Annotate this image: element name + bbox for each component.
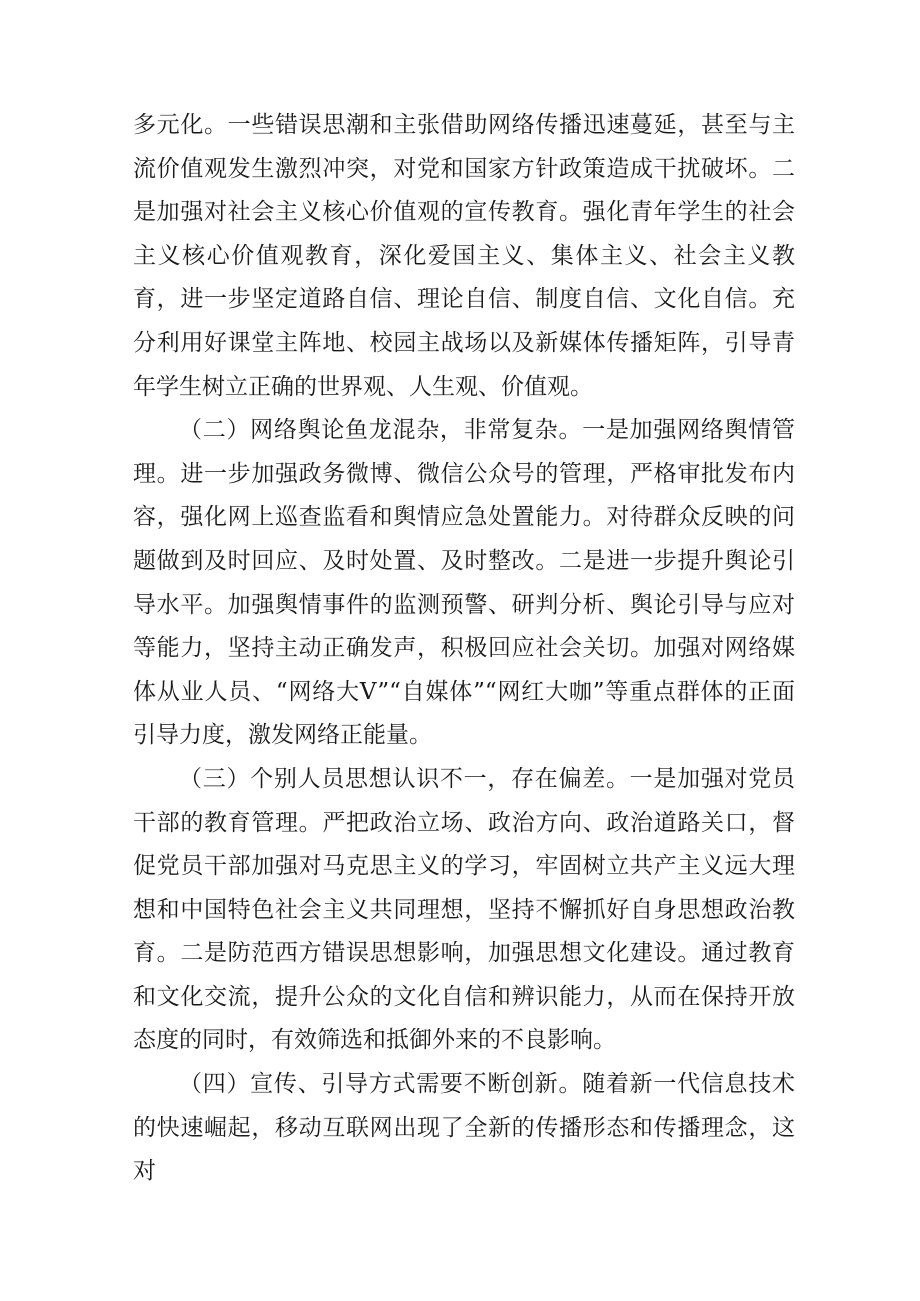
paragraph-continuation: 多元化。一些错误思潮和主张借助网络传播迅速蔓延，甚至与主流价值观发生激烈冲突，对党和国家方针政策造成干扰破坏。二是加强对社会主义核心价值观的宣传教育。强化青年学生的社会主义核心价值观教育，深化爱国主义、集体主义、社会主义教育，进一步坚定道路自信、理论自信、制度自信、文化自信。充分利用好课堂主阵地、校园主战场以及新媒体传播矩阵，引导青年学生树立正确的世界观、人生观、价值观。 <box>133 112 795 400</box>
paragraph-section-4: （四）宣传、引导方式需要不断创新。随着新一代信息技术的快速崛起，移动互联网出现了全新的传播形态和传播理念，这对 <box>133 1071 795 1185</box>
document-body <box>133 104 795 1194</box>
paragraph-section-3: （三）个别人员思想认识不一，存在偏差。一是加强对党员干部的教育管理。严把政治立场、政治方向、政治道路关口，督促党员干部加强对马克思主义的学习，牢固树立共产主义远大理想和中国特色社会主义共同理想，坚持不懈抓好自身思想政治教育。二是防范西方错误思想影响，加强思想文化建设。通过教育和文化交流，提升公众的文化自信和辨识能力，从而在保持开放态度的同时，有效筛选和抵御外来的不良影响。 <box>133 765 795 1054</box>
paragraph-section-2: （二）网络舆论鱼龙混杂，非常复杂。一是加强网络舆情管理。进一步加强政务微博、微信公众号的管理，严格审批发布内容，强化网上巡查监看和舆情应急处置能力。对待群众反映的问题做到及时回应、及时处置、及时整改。二是进一步提升舆论引导水平。加强舆情事件的监测预警、研判分析、舆论引导与应对等能力，坚持主动正确发声，积极回应社会关切。加强对网络媒体从业人员、“网络大V”“自媒体”“网红大咖”等重点群体的正面引导力度，激发网络正能量。 <box>133 417 795 749</box>
